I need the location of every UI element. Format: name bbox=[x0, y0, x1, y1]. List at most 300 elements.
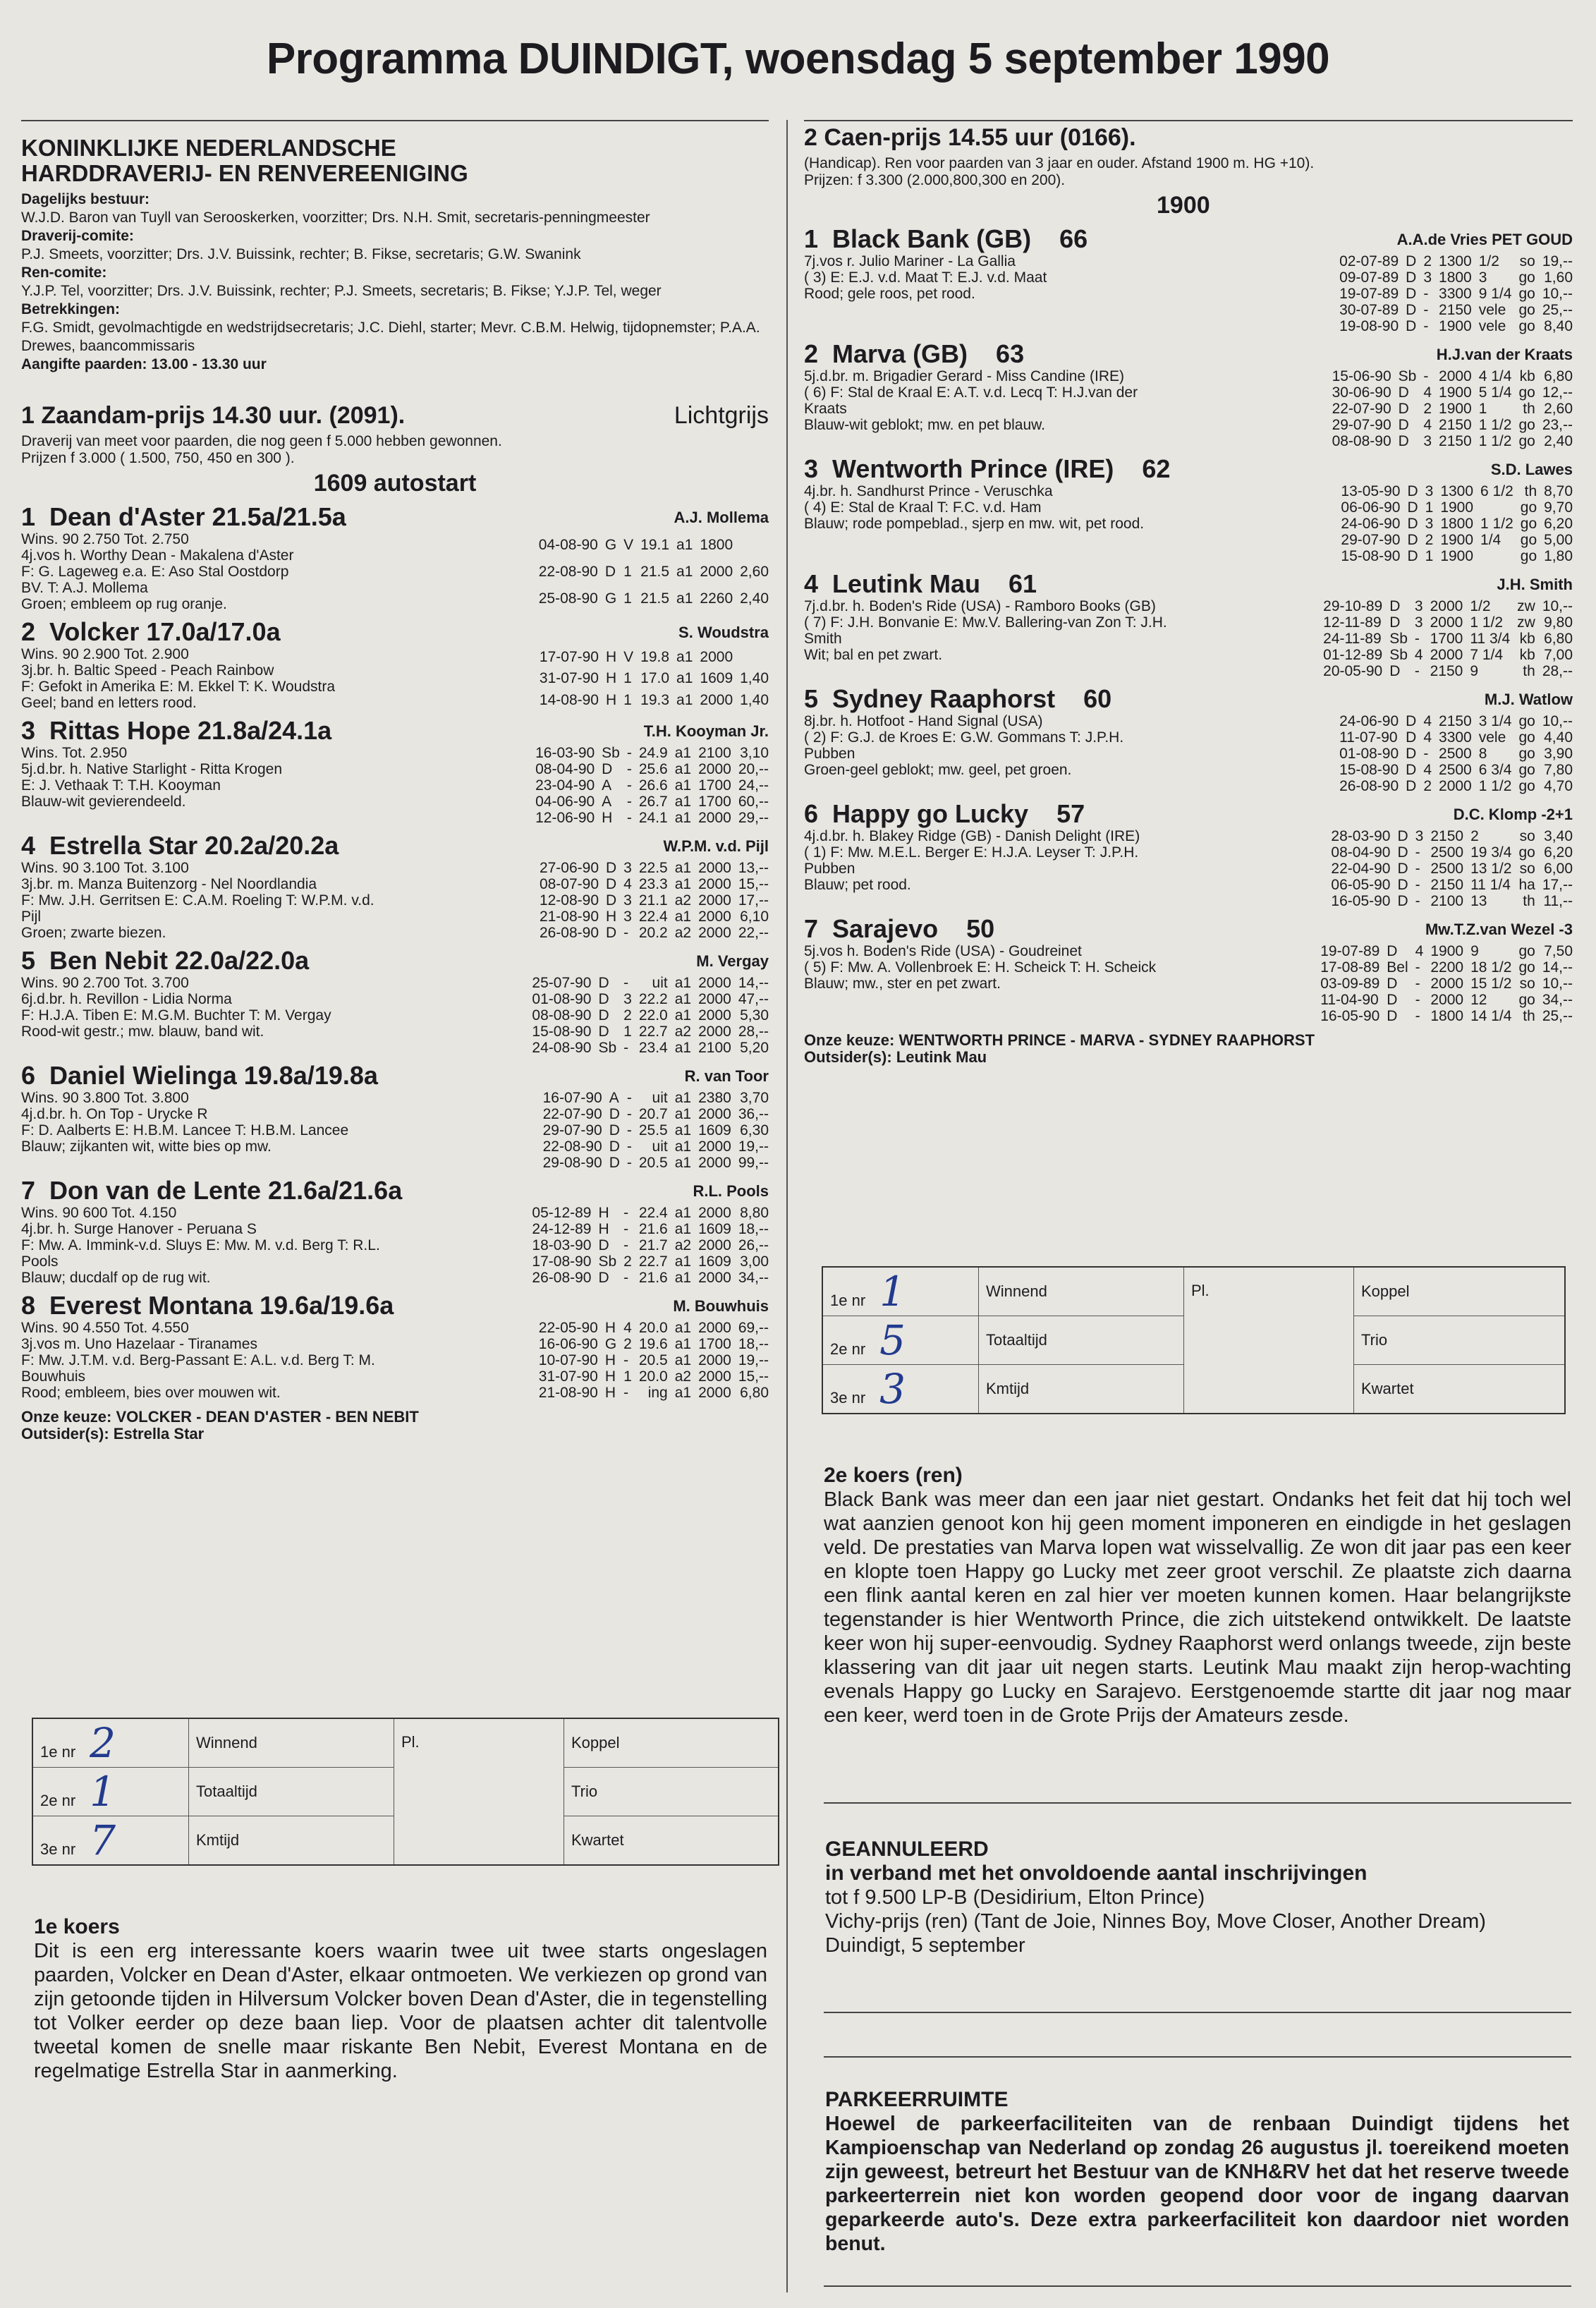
horse-weight: 62 bbox=[1142, 454, 1171, 483]
result-cell: 2000 bbox=[698, 1024, 731, 1040]
result-cell: 47,-- bbox=[738, 991, 769, 1007]
race1-outsider: Outsider(s): Estrella Star bbox=[21, 1425, 205, 1442]
result-cell: - bbox=[623, 975, 629, 991]
result-cell: - bbox=[626, 761, 632, 777]
result-cell: 1 1/2 bbox=[1478, 417, 1512, 433]
result-cell: 29-07-90 bbox=[1332, 417, 1391, 433]
horse-desc bbox=[21, 745, 381, 826]
result-cell: - bbox=[626, 810, 632, 826]
result-cell: 7 1/4 bbox=[1470, 647, 1504, 663]
result-cell bbox=[1473, 499, 1513, 516]
horse-desc bbox=[804, 368, 1171, 449]
result-cell: Sb bbox=[598, 1253, 617, 1270]
result-cell: 2 bbox=[1423, 778, 1432, 794]
horse-owner: M. Bouwhuis bbox=[673, 1297, 769, 1315]
horse-name bbox=[21, 1062, 769, 1090]
result-cell: 2100 bbox=[1430, 893, 1464, 909]
bet-place-label: 2e nr bbox=[830, 1340, 866, 1358]
horse-entry bbox=[804, 570, 1573, 679]
result-cell: vele bbox=[1478, 729, 1506, 746]
result-cell: 12-08-90 bbox=[539, 892, 599, 909]
result-cell: - bbox=[1423, 746, 1429, 762]
result-cell: 2000 bbox=[698, 1138, 731, 1155]
result-row bbox=[1316, 631, 1573, 647]
result-cell: H bbox=[604, 1320, 616, 1336]
horse-number: 6 bbox=[21, 1061, 36, 1090]
horse-desc-line: Groen; embleem op rug oranje. bbox=[21, 596, 227, 612]
result-cell: 1,80 bbox=[1544, 548, 1573, 564]
result-row bbox=[1332, 746, 1573, 762]
horse-entry bbox=[804, 915, 1573, 1024]
result-cell: a2 bbox=[674, 892, 692, 909]
result-cell: D bbox=[1387, 1008, 1398, 1024]
horse-results bbox=[1324, 828, 1573, 909]
result-cell: D bbox=[1406, 778, 1417, 794]
result-cell: 1800 bbox=[1439, 269, 1472, 286]
result-cell: 03-09-89 bbox=[1320, 976, 1380, 992]
result-row bbox=[1324, 828, 1573, 844]
horse-owner: R. van Toor bbox=[684, 1067, 769, 1085]
result-row bbox=[1325, 417, 1573, 433]
result-row bbox=[1334, 516, 1573, 532]
result-cell: D bbox=[1406, 318, 1417, 334]
org-info bbox=[21, 190, 769, 356]
result-cell: 2000 bbox=[698, 1007, 731, 1024]
horse-entry bbox=[804, 685, 1573, 794]
horse-desc-line: 3j.br. m. Manza Buitenzorg - Nel Noordlandia bbox=[21, 876, 317, 892]
result-cell: G bbox=[604, 536, 617, 553]
result-cell: 01-08-90 bbox=[1339, 746, 1399, 762]
horse-title: Sarajevo bbox=[832, 914, 939, 943]
divider bbox=[824, 2056, 1571, 2058]
horse-weight: 63 bbox=[996, 339, 1025, 368]
result-cell: 22.5 bbox=[638, 860, 668, 876]
result-cell: 2000 bbox=[698, 991, 731, 1007]
result-row bbox=[1313, 959, 1573, 976]
result-cell: 21.5 bbox=[640, 590, 670, 607]
horse-desc bbox=[804, 828, 1171, 909]
horse-desc-line: Blauw-wit geblokt; mw. en pet blauw. bbox=[804, 417, 1046, 433]
horse-number: 2 bbox=[21, 617, 36, 646]
result-cell: D bbox=[1397, 844, 1408, 861]
result-cell: V bbox=[623, 536, 634, 553]
horse-desc-line: 4j.br. h. Surge Hanover - Peruana S bbox=[21, 1221, 257, 1237]
result-cell: 08-07-90 bbox=[539, 876, 599, 892]
horse-weight: 61 bbox=[1009, 569, 1037, 598]
race1-analysis-text: Dit is een erg interessante koers waarin twee uit twee starts ongeslagen paarden, Volcker en Dean d'Aster, elkaar ontmoeten. We verkiezen op grond van zijn getoonde tijden in Hilversum Volcker boven Dean d'Aster, die in tegenstelling tot Volker eerder op deze baan liep. Voor de plaatsen achter dit talentvolle tweetal komen de snelle maar riskante Ben Nebit, Everest Montana en de regelmatige Estrella Star in aanmerking. bbox=[34, 1940, 767, 2082]
result-cell: uit bbox=[652, 1138, 668, 1155]
result-cell: D bbox=[1407, 483, 1418, 499]
result-row bbox=[532, 646, 769, 668]
result-cell: 26-08-90 bbox=[539, 925, 599, 941]
result-cell: 23.4 bbox=[638, 1040, 668, 1056]
result-cell: 14,-- bbox=[1542, 959, 1573, 976]
result-cell: 1 bbox=[623, 1024, 632, 1040]
horse-desc-line: F: Mw. A. Immink-v.d. Sluys E: Mw. M. v.d. Berg T: R.L. Pools bbox=[21, 1237, 380, 1270]
race1-title: 1 Zaandam-prijs 14.30 uur. (2091). bbox=[21, 402, 406, 429]
bet-pick: 2 bbox=[90, 1719, 116, 1767]
result-cell: 4,40 bbox=[1544, 729, 1573, 746]
result-cell: 1900 bbox=[1440, 532, 1474, 548]
result-cell: 2,40 bbox=[1544, 433, 1573, 449]
race2-analysis-title: 2e koers (ren) bbox=[824, 1464, 963, 1487]
result-cell: 3,40 bbox=[1544, 828, 1573, 844]
result-cell: D bbox=[1389, 663, 1401, 679]
result-cell: 29-07-90 bbox=[1341, 532, 1401, 548]
result-cell: 4 bbox=[1415, 943, 1424, 959]
result-cell: 11,-- bbox=[1543, 893, 1573, 909]
horse-results bbox=[525, 975, 769, 1056]
result-cell: 1 bbox=[623, 563, 632, 580]
horse-number: 7 bbox=[804, 914, 819, 943]
horse-results bbox=[532, 1320, 769, 1401]
result-cell: 2 bbox=[1423, 401, 1432, 417]
result-cell: - bbox=[1415, 861, 1420, 877]
horse-results bbox=[532, 860, 769, 941]
result-cell: 18 1/2 bbox=[1470, 959, 1512, 976]
horse-desc bbox=[804, 253, 1171, 334]
horse-body bbox=[804, 483, 1573, 564]
result-cell: 25.6 bbox=[638, 761, 668, 777]
result-cell: 2000 bbox=[698, 1320, 731, 1336]
result-cell: 30-06-90 bbox=[1332, 384, 1391, 401]
result-cell: a1 bbox=[674, 745, 692, 761]
result-cell: a1 bbox=[674, 975, 692, 991]
result-cell: 3 bbox=[623, 991, 632, 1007]
result-cell: - bbox=[623, 1040, 629, 1056]
result-cell: 14-08-90 bbox=[539, 692, 599, 709]
horse-desc-line: 4j.d.br. h. On Top - Urycke R bbox=[21, 1106, 208, 1122]
org-row-text: F.G. Smidt, gevolmachtigde en wedstrijdsecretaris; J.C. Diehl, starter; Mevr. C.B.M. Helwig, tijdopnemster; P.A.A. Drewes, baancommissaris bbox=[21, 320, 760, 354]
result-cell: Sb bbox=[1389, 647, 1408, 663]
result-cell: 25,-- bbox=[1542, 1008, 1573, 1024]
result-row bbox=[1332, 318, 1573, 334]
horse-body bbox=[21, 1205, 769, 1286]
result-cell: 1,40 bbox=[740, 692, 769, 709]
result-cell: 3,00 bbox=[740, 1253, 769, 1270]
result-cell: so bbox=[1519, 828, 1535, 844]
horse-number: 8 bbox=[21, 1291, 36, 1320]
result-cell: 1/2 bbox=[1470, 598, 1491, 614]
result-cell: 1,40 bbox=[740, 670, 769, 687]
bet-type: Winnend bbox=[189, 1718, 394, 1768]
result-row bbox=[1332, 713, 1573, 729]
result-cell: 3300 bbox=[1439, 286, 1472, 302]
result-cell: 16-03-90 bbox=[535, 745, 595, 761]
result-cell: go bbox=[1518, 286, 1535, 302]
result-cell: - bbox=[626, 1138, 632, 1155]
result-cell: D bbox=[598, 975, 609, 991]
result-cell: vele bbox=[1478, 302, 1506, 318]
result-row bbox=[1325, 368, 1573, 384]
horse-title: Everest Montana 19.6a/19.6a bbox=[49, 1291, 394, 1320]
result-cell: 22.2 bbox=[638, 991, 668, 1007]
bet-place-label: 1e nr bbox=[830, 1292, 866, 1309]
result-cell: 16-06-90 bbox=[538, 1336, 598, 1352]
result-row bbox=[532, 585, 769, 612]
bet-pick: 1 bbox=[90, 1768, 116, 1816]
result-cell: so bbox=[1519, 976, 1535, 992]
result-cell: go bbox=[1520, 548, 1537, 564]
result-cell: G bbox=[604, 1336, 617, 1352]
result-cell: 11-04-90 bbox=[1320, 992, 1379, 1008]
result-cell: A bbox=[602, 794, 612, 810]
result-cell: 25-08-90 bbox=[538, 590, 598, 607]
result-cell: a2 bbox=[674, 1237, 692, 1253]
result-cell: kb bbox=[1519, 368, 1535, 384]
result-cell: 2000 bbox=[700, 648, 733, 665]
result-cell: 2000 bbox=[698, 761, 731, 777]
horse-results bbox=[1316, 598, 1573, 679]
result-cell: uit bbox=[652, 1090, 668, 1106]
result-cell: - bbox=[1414, 663, 1420, 679]
horse-desc bbox=[804, 943, 1171, 1024]
horse-desc-line: 5j.vos h. Boden's Ride (USA) - Goudreinet bbox=[804, 943, 1082, 959]
result-cell: 2100 bbox=[698, 745, 731, 761]
horse-desc-line: 7j.vos r. Julio Mariner - La Gallia bbox=[804, 253, 1016, 269]
result-cell: 1300 bbox=[1440, 483, 1474, 499]
horse-body bbox=[21, 1090, 769, 1171]
result-cell: 22.4 bbox=[638, 909, 668, 925]
bet-right: Trio bbox=[1354, 1316, 1566, 1365]
result-cell: 9,70 bbox=[1544, 499, 1573, 516]
result-cell: 2150 bbox=[1439, 417, 1472, 433]
result-cell: - bbox=[623, 1270, 629, 1286]
result-cell: 4 bbox=[1423, 729, 1432, 746]
bet-place-label: 2e nr bbox=[40, 1792, 76, 1809]
result-cell: 3 bbox=[623, 860, 632, 876]
result-cell: 1 1/2 bbox=[1470, 614, 1504, 631]
result-cell: 2000 bbox=[698, 1106, 731, 1122]
result-cell: D bbox=[1406, 713, 1417, 729]
result-row bbox=[525, 1205, 769, 1221]
horse-desc-line: Wins. 90 3.100 Tot. 3.100 bbox=[21, 860, 189, 876]
result-cell: D bbox=[606, 892, 617, 909]
result-row bbox=[532, 925, 769, 941]
horse-number: 3 bbox=[804, 454, 819, 483]
result-cell: 1 1/2 bbox=[1478, 778, 1512, 794]
result-cell: D bbox=[1397, 828, 1408, 844]
result-cell: 24-06-90 bbox=[1341, 516, 1401, 532]
result-cell: go bbox=[1518, 844, 1535, 861]
result-cell: a1 bbox=[674, 1040, 692, 1056]
result-cell: 4 bbox=[623, 1320, 632, 1336]
result-cell: 9,80 bbox=[1544, 614, 1573, 631]
result-cell: 4 bbox=[1423, 417, 1432, 433]
result-cell: a1 bbox=[674, 1221, 692, 1237]
result-row bbox=[1325, 433, 1573, 449]
result-cell: 3 1/4 bbox=[1478, 713, 1512, 729]
result-cell: - bbox=[1414, 631, 1420, 647]
horse-weight: 57 bbox=[1056, 799, 1085, 828]
result-row bbox=[532, 909, 769, 925]
result-cell: 19-08-90 bbox=[1339, 318, 1399, 334]
result-cell: 1900 bbox=[1440, 548, 1474, 564]
result-cell: - bbox=[623, 925, 629, 941]
result-row bbox=[1332, 778, 1573, 794]
result-cell: H bbox=[602, 810, 613, 826]
geannuleerd-line: Vichy-prijs (ren) (Tant de Joie, Ninnes Boy, Move Closer, Another Dream) bbox=[825, 1910, 1486, 1933]
result-cell: 2100 bbox=[698, 1040, 731, 1056]
result-cell: 12-11-89 bbox=[1323, 614, 1382, 631]
horse-entry bbox=[21, 1177, 769, 1286]
result-cell: 21.6 bbox=[638, 1221, 668, 1237]
horse-desc bbox=[804, 483, 1171, 564]
horse-body bbox=[804, 943, 1573, 1024]
race2-desc-line: Prijzen: f 3.300 (2.000,800,300 en 200). bbox=[804, 172, 1066, 188]
race1-header bbox=[21, 402, 769, 433]
result-cell: a1 bbox=[674, 991, 692, 1007]
result-cell: 10,-- bbox=[1542, 286, 1573, 302]
result-cell: 1700 bbox=[698, 777, 731, 794]
result-cell: 26-08-90 bbox=[1339, 778, 1399, 794]
bet-pl: Pl. bbox=[394, 1718, 564, 1865]
bet-type: Winnend bbox=[979, 1267, 1184, 1316]
result-cell: 2500 bbox=[1430, 861, 1464, 877]
result-cell: 1 1/2 bbox=[1480, 516, 1513, 532]
horse-desc-line: ( 5) F: Mw. A. Vollenbroek E: H. Scheick T: H. Scheick bbox=[804, 959, 1157, 976]
result-cell: 22-04-90 bbox=[1331, 861, 1391, 877]
result-cell: 2 bbox=[1423, 253, 1432, 269]
result-cell: 1609 bbox=[698, 1253, 731, 1270]
result-cell: H bbox=[606, 909, 617, 925]
result-row bbox=[525, 1270, 769, 1286]
result-cell: D bbox=[609, 1122, 620, 1138]
result-cell: 4 bbox=[623, 876, 632, 892]
horse-desc-line: Wins. 90 2.900 Tot. 2.900 bbox=[21, 646, 189, 662]
bet-place bbox=[822, 1267, 979, 1316]
result-cell: 25-07-90 bbox=[532, 975, 592, 991]
horse-name bbox=[21, 947, 769, 975]
result-cell: 34,-- bbox=[738, 1270, 769, 1286]
result-cell: - bbox=[1415, 877, 1420, 893]
horse-owner: D.C. Klomp -2+1 bbox=[1453, 806, 1573, 823]
result-cell: 21-08-90 bbox=[538, 1385, 598, 1401]
result-cell: 5,30 bbox=[740, 1007, 769, 1024]
horse-number: 3 bbox=[21, 716, 36, 745]
result-row bbox=[536, 1090, 769, 1106]
result-cell: 7,80 bbox=[1544, 762, 1573, 778]
result-cell: - bbox=[1423, 302, 1429, 318]
result-cell: - bbox=[623, 1237, 629, 1253]
result-cell: A bbox=[609, 1090, 619, 1106]
horse-number: 5 bbox=[804, 684, 819, 713]
result-cell: 01-08-90 bbox=[532, 991, 592, 1007]
bet-pl: Pl. bbox=[1184, 1267, 1354, 1414]
result-row bbox=[528, 794, 769, 810]
geannuleerd-line: Duindigt, 5 september bbox=[825, 1934, 1025, 1957]
result-cell: 3 bbox=[623, 909, 632, 925]
result-cell: - bbox=[1415, 893, 1420, 909]
result-cell: - bbox=[1415, 976, 1420, 992]
result-cell: A bbox=[602, 777, 612, 794]
result-cell: 16-07-90 bbox=[542, 1090, 602, 1106]
result-row bbox=[532, 1336, 769, 1352]
horse-results bbox=[1334, 483, 1573, 564]
result-cell: 2000 bbox=[1430, 598, 1463, 614]
bet-place bbox=[32, 1816, 189, 1866]
result-cell: 15-08-90 bbox=[532, 1024, 592, 1040]
result-cell: 1 bbox=[623, 590, 632, 607]
result-cell: 29-08-90 bbox=[542, 1155, 602, 1171]
result-cell: 1900 bbox=[1430, 943, 1464, 959]
horse-desc-line: Wins. 90 4.550 Tot. 4.550 bbox=[21, 1320, 189, 1336]
race2-keuze bbox=[804, 1031, 1573, 1067]
result-cell: D bbox=[1397, 861, 1408, 877]
horse-results bbox=[532, 646, 769, 711]
result-row bbox=[1332, 302, 1573, 318]
geannuleerd-box bbox=[825, 1838, 1566, 1957]
result-cell: 4 bbox=[1423, 713, 1432, 729]
bet-pick: 3 bbox=[879, 1365, 906, 1413]
org-row-text: P.J. Smeets, voorzitter; Drs. J.V. Buissink, rechter; B. Fikse, secretaris; G.W. Swanink bbox=[21, 246, 581, 262]
result-cell: 8,70 bbox=[1544, 483, 1573, 499]
result-cell: a1 bbox=[674, 1138, 692, 1155]
race2-analysis bbox=[824, 1464, 1571, 1727]
race1-analysis-title: 1e koers bbox=[34, 1915, 120, 1938]
result-cell: D bbox=[1407, 516, 1418, 532]
race2-header bbox=[804, 124, 1573, 155]
result-row bbox=[1334, 483, 1573, 499]
result-cell: 1 1/2 bbox=[1478, 433, 1512, 449]
result-cell: 6,00 bbox=[1544, 861, 1573, 877]
result-cell: - bbox=[623, 1352, 629, 1368]
horse-desc-line: Rood; gele roos, pet rood. bbox=[804, 286, 975, 302]
result-cell: 10,-- bbox=[1542, 976, 1573, 992]
result-cell: 17,-- bbox=[1542, 877, 1573, 893]
result-cell: a1 bbox=[674, 1336, 692, 1352]
result-cell: 6,20 bbox=[1544, 844, 1573, 861]
horse-title: Wentworth Prince (IRE) bbox=[832, 454, 1114, 483]
divider bbox=[824, 2012, 1571, 2013]
result-cell: a1 bbox=[674, 876, 692, 892]
result-cell: so bbox=[1519, 861, 1535, 877]
divider bbox=[824, 2285, 1571, 2287]
result-cell: 17-07-90 bbox=[539, 648, 599, 665]
result-cell: 2000 bbox=[698, 925, 731, 941]
horse-body bbox=[21, 745, 769, 826]
result-cell bbox=[1473, 548, 1513, 564]
result-cell: 21.5 bbox=[640, 563, 670, 580]
org-row-label: Draverij-comite: bbox=[21, 228, 134, 244]
result-cell: 14,-- bbox=[738, 975, 769, 991]
bet-place-label: 1e nr bbox=[40, 1743, 76, 1761]
horse-desc-line: F: H.J.A. Tiben E: M.G.M. Buchter T: M. Vergay bbox=[21, 1007, 331, 1024]
result-cell: 1900 bbox=[1439, 401, 1472, 417]
result-row bbox=[536, 1122, 769, 1138]
horse-desc-line: Wins. Tot. 2.950 bbox=[21, 745, 128, 761]
horse-desc-line: Wins. 90 2.700 Tot. 3.700 bbox=[21, 975, 189, 991]
horse-desc-line: Wins. 90 600 Tot. 4.150 bbox=[21, 1205, 177, 1221]
result-cell: - bbox=[1423, 286, 1429, 302]
result-cell: go bbox=[1518, 384, 1535, 401]
result-cell bbox=[733, 646, 769, 668]
result-cell: - bbox=[1423, 318, 1429, 334]
result-cell: 34,-- bbox=[1542, 992, 1573, 1008]
result-cell: 1800 bbox=[1440, 516, 1474, 532]
result-cell: 2150 bbox=[1430, 828, 1464, 844]
result-cell: 26.6 bbox=[638, 777, 668, 794]
horse-desc-line: F: G. Lageweg e.a. E: Aso Stal Oostdorp bbox=[21, 564, 289, 580]
horse-title: Rittas Hope 21.8a/24.1a bbox=[49, 716, 332, 745]
result-cell: 6,80 bbox=[1544, 631, 1573, 647]
result-cell: 1800 bbox=[1430, 1008, 1464, 1024]
horse-results bbox=[532, 531, 769, 612]
result-cell: 15,-- bbox=[738, 1368, 769, 1385]
result-cell: 2000 bbox=[698, 1385, 731, 1401]
result-cell: 18,-- bbox=[738, 1336, 769, 1352]
geannuleerd-title: GEANNULEERD bbox=[825, 1838, 989, 1861]
